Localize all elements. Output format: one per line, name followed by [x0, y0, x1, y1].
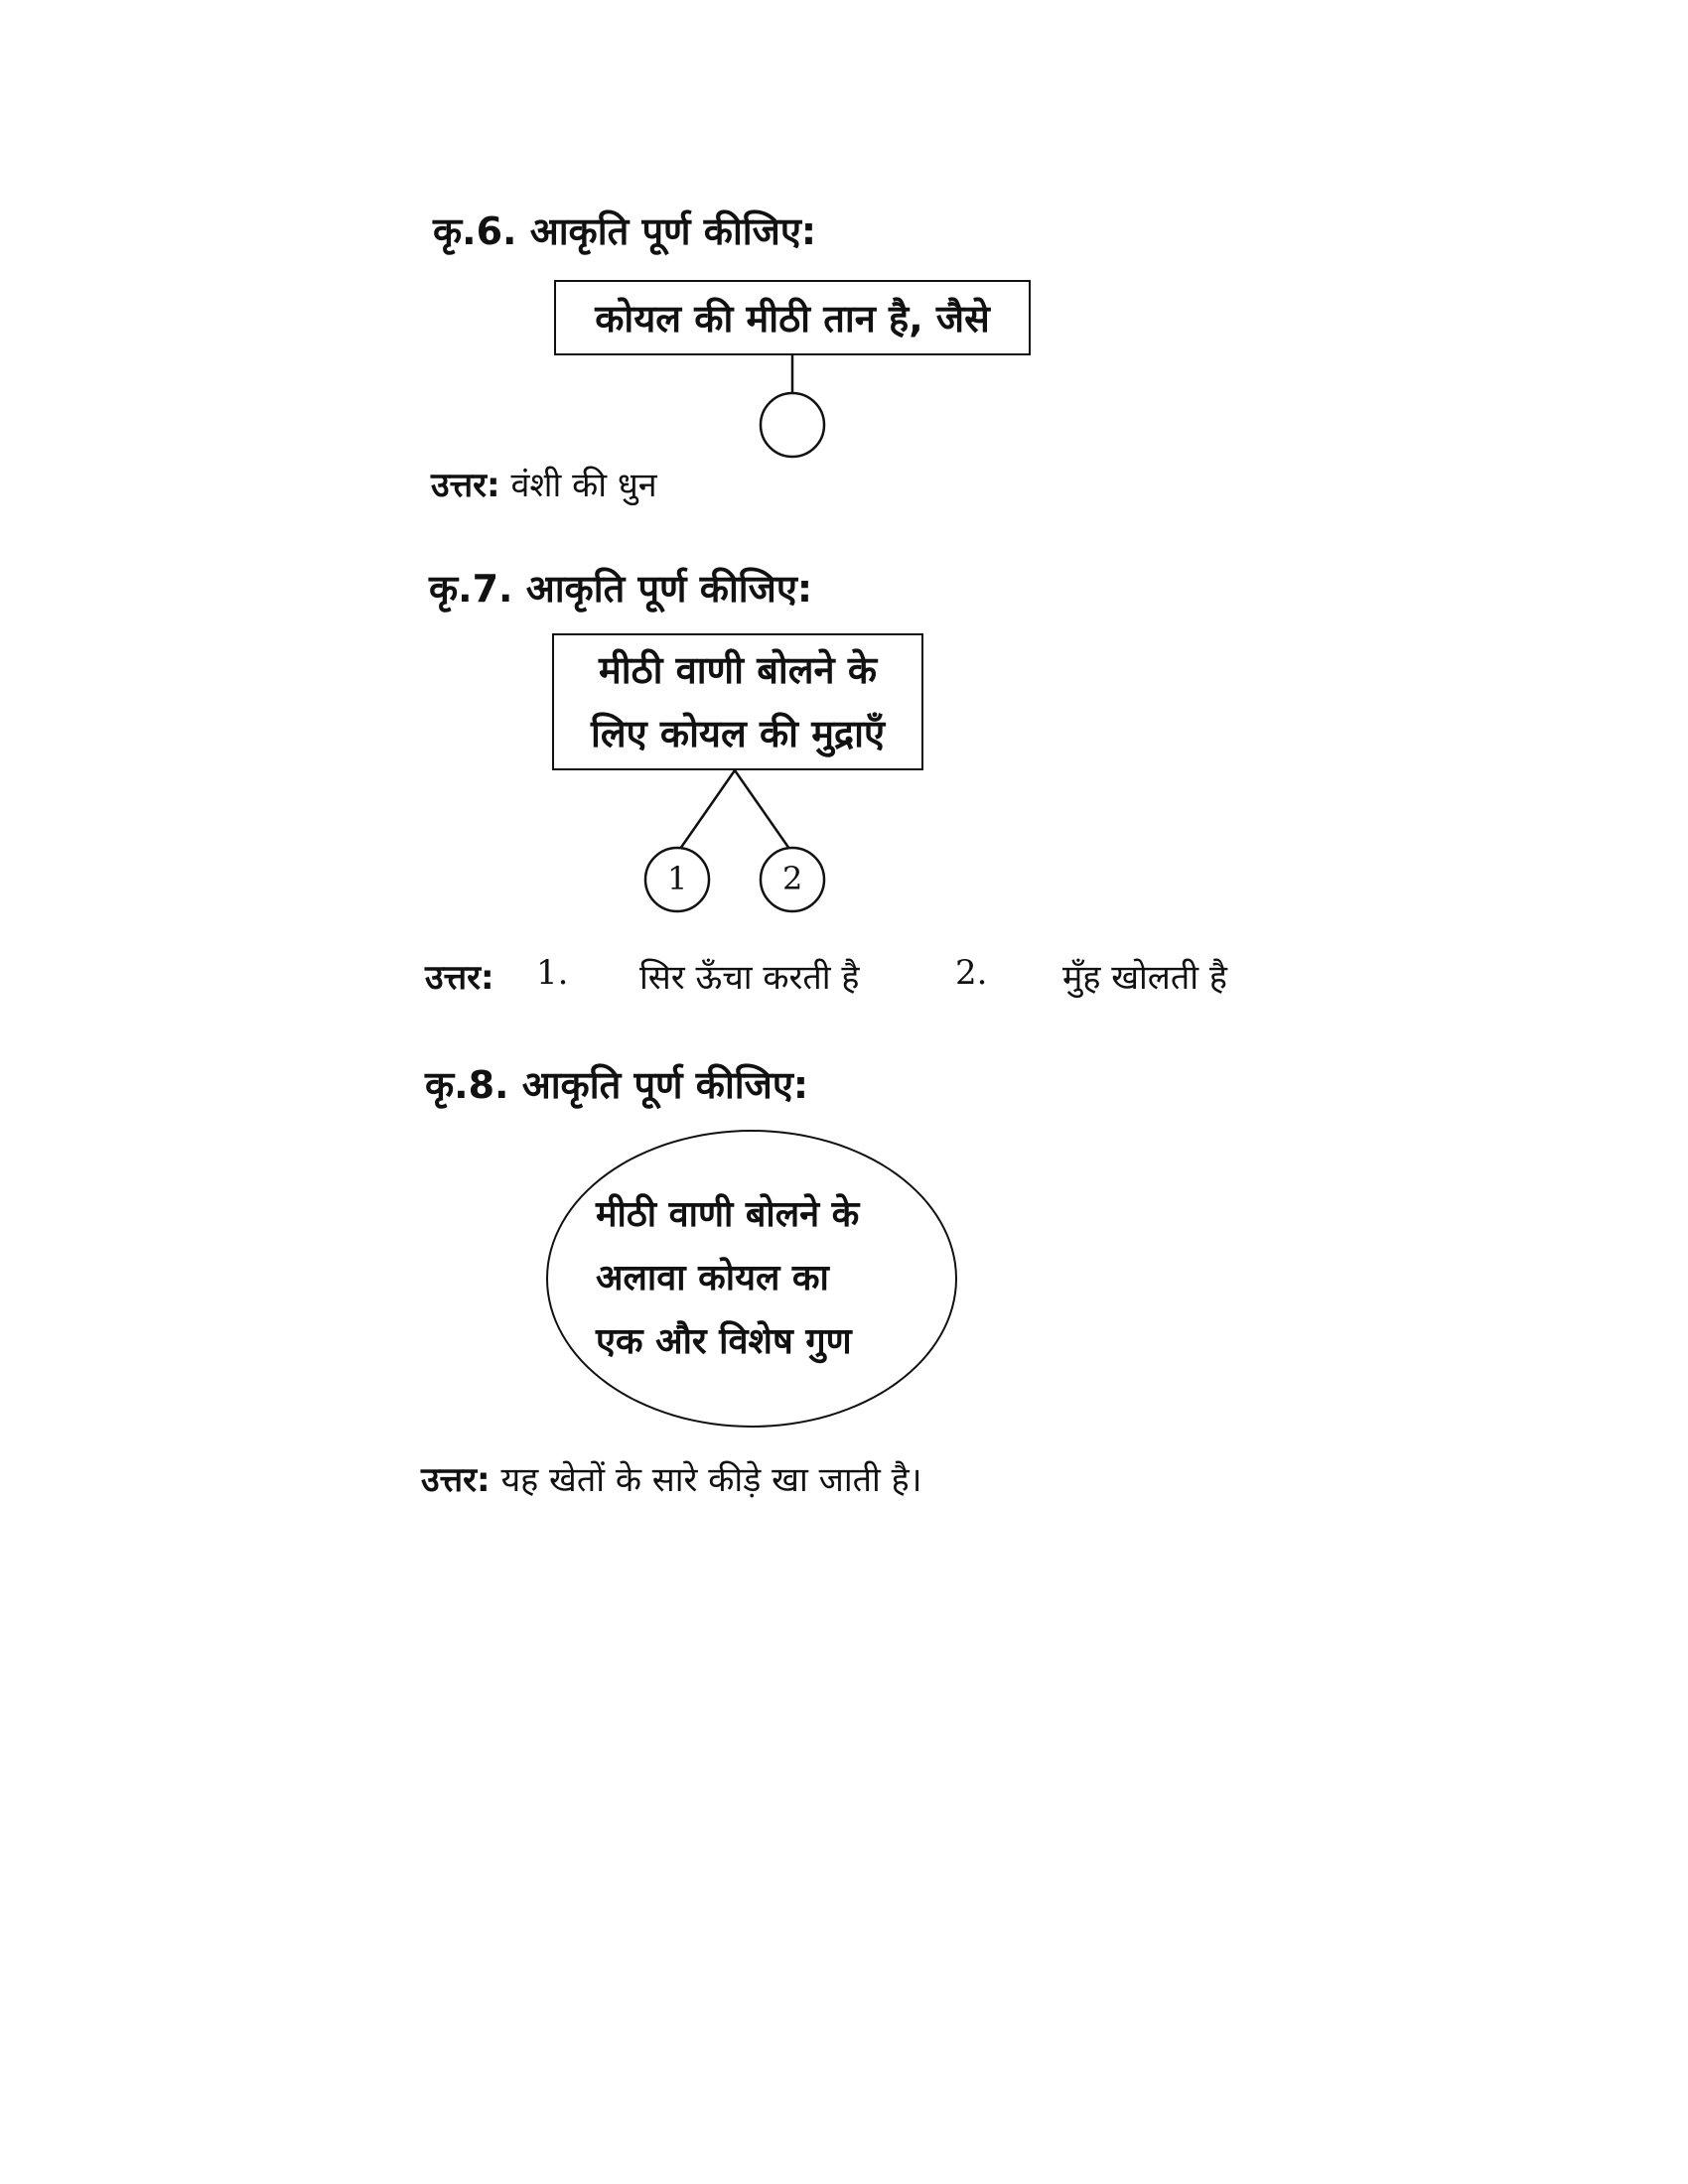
- q6-box-text: कोयल की मीठी तान है, जैसे: [595, 297, 990, 341]
- q7-circle-1-label: 1: [667, 860, 688, 897]
- q8-oval: [546, 1130, 957, 1428]
- q7-answer-num1: 1.: [536, 953, 569, 993]
- q6-answer-text: वंशी की धुन: [510, 466, 657, 505]
- q8-title: कृ.8. आकृति पूर्ण कीजिए:: [425, 1063, 809, 1107]
- q7-answer-num2: 2.: [955, 953, 988, 993]
- q8-answer: [421, 1455, 922, 1501]
- q7-title: कृ.7. आकृति पूर्ण कीजिए:: [429, 567, 813, 611]
- q7-connector-right: [735, 770, 789, 849]
- q8-answer-text: यह खेतों के सारे कीड़े खा जाती है।: [500, 1460, 922, 1500]
- q6-answer-circle: [761, 393, 824, 457]
- q7-answer: [425, 953, 494, 999]
- q6-box: [554, 280, 1031, 355]
- q7-box: [552, 633, 923, 770]
- q8-oval-line1: मीठी वाणी बोलने के: [596, 1194, 860, 1235]
- q7-circle-2-label: 2: [782, 860, 803, 897]
- q8-oval-line2: अलावा कोयल का: [596, 1258, 829, 1298]
- q7-box-line1: मीठी वाणी बोलने के: [598, 648, 878, 692]
- q7-answer-text1: सिर ऊँचा करती है: [639, 958, 860, 998]
- q6-title: कृ.6. आकृति पूर्ण कीजिए:: [433, 209, 817, 253]
- q7-answer-text2: मुँह खोलती है: [1062, 958, 1227, 998]
- q7-box-line2: लिए कोयल की मुद्राएँ: [591, 712, 885, 755]
- q6-answer-label: उत्तर:: [431, 466, 500, 505]
- q8-answer-label: उत्तर:: [421, 1460, 491, 1500]
- q8-oval-line3: एक और विशेष गुण: [596, 1321, 852, 1362]
- q7-answer-label: उत्तर:: [425, 958, 494, 998]
- q7-connector-left: [680, 770, 735, 849]
- q6-answer: [431, 461, 657, 506]
